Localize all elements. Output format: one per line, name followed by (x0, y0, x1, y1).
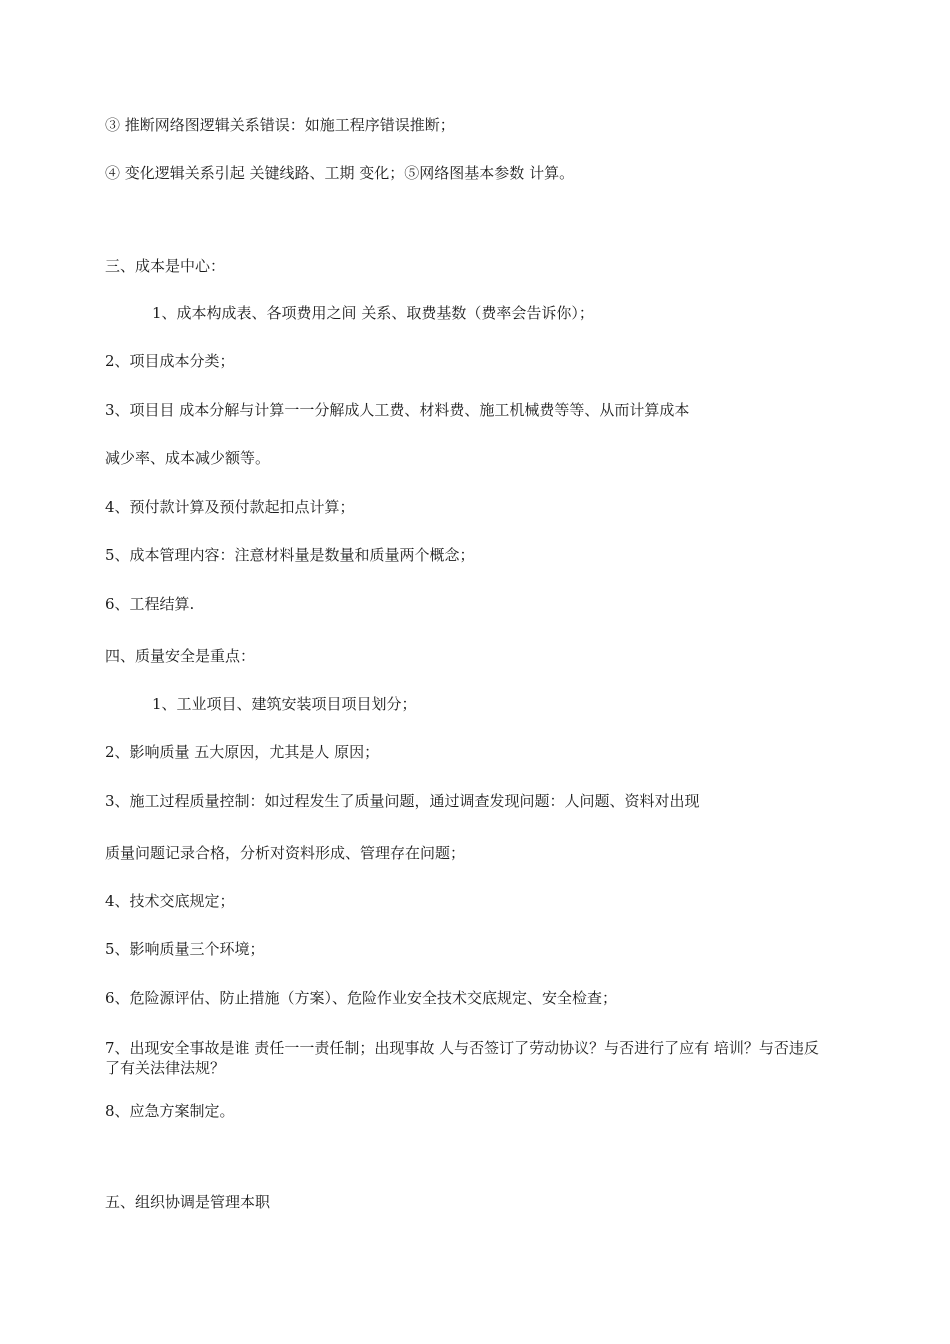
text-line: 3、项目目 成本分解与计算一一分解成人工费、材料费、施工机械费等等、从而计算成本 (105, 401, 690, 419)
text-line: 减少率、成本减少额等。 (105, 449, 271, 467)
text-line: 5、影响质量三个环境； (105, 940, 265, 958)
text-line: ③ 推断网络图逻辑关系错误：如施工程序错误推断； (105, 116, 455, 134)
text-line: 2、项目成本分类； (105, 352, 235, 370)
text-line: 1、成本构成表、各项费用之间 关系、取费基数（费率会告诉你）； (152, 304, 594, 322)
text-line: 5、成本管理内容：注意材料量是数量和质量两个概念； (105, 546, 475, 564)
text-line: 6、工程结算. (105, 595, 195, 613)
text-line: 7、出现安全事故是谁 责任一一责任制；出现事故 人与否签订了劳动协议？与否进行了应有 培训？与否违反了有关法律法规？ (105, 1039, 819, 1077)
text-line: ④ 变化逻辑关系引起 关键线路、工期 变化；⑤网络图基本参数 计算。 (105, 164, 575, 182)
section-heading: 五、组织协调是管理本职 (105, 1193, 271, 1211)
text-line: 4、技术交底规定； (105, 892, 235, 910)
text-line: 质量问题记录合格，分析对资料形成、管理存在问题； (105, 844, 466, 862)
section-heading: 四、质量安全是重点： (105, 647, 256, 665)
text-line: 2、影响质量 五大原因，尤其是人 原因； (105, 743, 380, 761)
text-line: 8、应急方案制定。 (105, 1102, 235, 1120)
text-line: 3、施工过程质量控制：如过程发生了质量问题，通过调查发现问题：人问题、资料对出现 (105, 792, 700, 810)
text-line: 4、预付款计算及预付款起扣点计算； (105, 498, 355, 516)
text-line: 6、危险源评估、防止措施（方案）、危险作业安全技术交底规定、安全检查； (105, 989, 618, 1007)
text-line: 1、工业项目、建筑安装项目项目划分； (152, 695, 417, 713)
section-heading: 三、成本是中心： (105, 257, 226, 275)
